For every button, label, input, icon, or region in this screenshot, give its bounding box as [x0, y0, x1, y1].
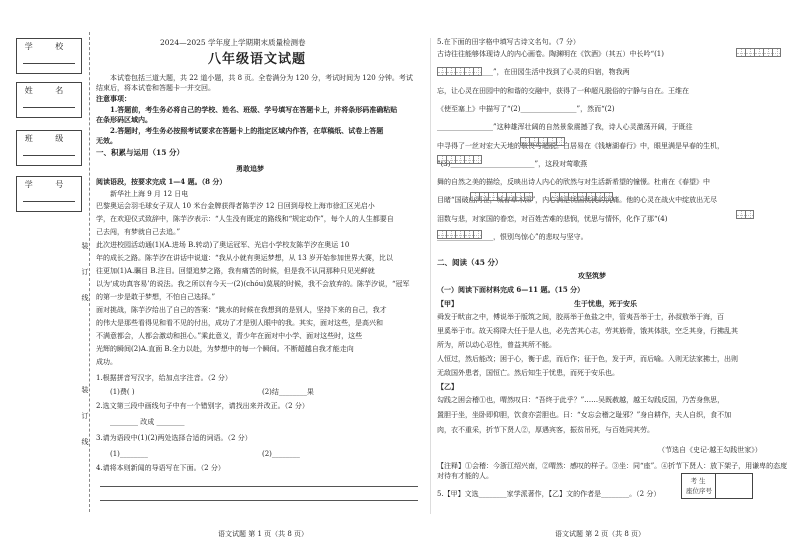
passage-line: 的第一步是敢于梦想，不怕自己选择。”	[96, 293, 216, 301]
poetry-line: 忘，让心灵在田园中的和谐的交融中，获得了一种超凡脱俗的宁静与自在。王维在	[437, 86, 689, 95]
passage-line: 面对挑战，陈芋汐给出了自己的答案：“跳水的时候在我想到的是别人，坚持下来的自己，我才	[96, 306, 387, 314]
passage-line: 年的成长之路。陈芋汐在讲话中说道：“我从小就有奥运梦想，从 13 岁开始参加世界大赛，比以	[96, 254, 393, 262]
class-label: 班 级	[24, 134, 74, 143]
intro-line-2: 结束后，将本试卷和答题卡一并交回。	[96, 84, 215, 92]
jia-line: 里奚举于市。故天将降大任于是人也，必先苦其心志，劳其筋骨，饿其体肤，空乏其身，行拂乱其	[437, 327, 738, 335]
section-2-heading: 二、阅读（45 分）	[437, 258, 503, 267]
passage-line: 成功。	[96, 358, 117, 366]
question-3: 3.请为语段中(1)(2)两处选择合适的词语。（2 分）	[96, 434, 252, 442]
fill-grid-4b[interactable]	[437, 230, 482, 239]
notice-2a: 2.答题时，考生务必按照考试要求在答题卡上的指定区域内作答，在草稿纸、试卷上答题	[110, 126, 384, 135]
jia-line: 无敌国外患者，国恒亡。然后知生于忧患，而死于安乐也。	[437, 369, 619, 377]
fill-grid-1b[interactable]	[437, 67, 482, 76]
poetry-line: 目睹“国破山河在，城春草木深”，内心满是忧国忧民的沉痛。他的心灵在战火中绽放出无尽	[437, 196, 718, 205]
jia-line: 所为，所以动心忍性，曾益其所不能。	[437, 341, 556, 349]
binding-mark-5: 订	[81, 412, 89, 422]
passage-line: 此次进校园活动通(1)(A.进场 B.转动)了奥运冠军、光启小学校友陈芋汐在奥运 10	[96, 241, 350, 249]
story-2-title: 攻坚筑梦	[578, 271, 606, 280]
poetry-line: 古诗往往能够体现诗人的内心画卷。陶渊明在《饮酒》（其五）中长吟“(1)	[437, 50, 664, 58]
jia-line: 人恒过，然后能改；困于心，衡于虑，而后作；征于色，发于声，而后喻。入则无法家拂士，出则	[437, 355, 738, 363]
seat-label-b: 座位序号	[686, 487, 712, 495]
fill-grid-1[interactable]	[736, 48, 781, 57]
passage-yi-label: 【乙】	[437, 382, 458, 391]
question-2: 2.选文第三段中画线句子中有一个错别字，请找出来并改正。（2 分）	[96, 402, 309, 410]
poetry-line: ________________”这种雄浑壮阔的自然景象震撼了我，诗人心灵激荡开阔，于既往	[437, 123, 693, 132]
poetry-line: 泪数与悲，对家国的眷恋，对百姓苦难的悲悯，忧思与情怀，化作了那“(4)	[437, 214, 668, 223]
question-3-part-2[interactable]: (2)________	[262, 450, 300, 458]
yi-line: 勾践之困会稽①也，喟然叹曰：“吾终于此乎？”……吴既赦越，越王勾践反国，乃苦身焦思，	[437, 396, 725, 404]
school-label: 学 校	[24, 42, 74, 51]
name-label: 姓 名	[24, 86, 74, 95]
seat-label-a: 考 生	[690, 477, 706, 485]
page-title: 八年级语文试题	[208, 52, 307, 67]
poetry-line: “(3)________________________”，这段对莺歌燕	[437, 159, 588, 168]
passage-line: 不满意都会，人都会激动和担心。”乘此意义，青少年在面对中小学、面对这些时，这些	[96, 332, 363, 340]
passage-line: 学，在欢迎仪式致辞中，陈芋汐表示：“人生没有既定的路线和“规定动作”，每个人的人生都要自	[96, 215, 394, 223]
question-1-part-b: (2)结________果	[262, 388, 314, 396]
fill-grid-4[interactable]	[736, 210, 754, 219]
question-3-part-1[interactable]: (1)________	[110, 450, 148, 458]
question-5: 5.在下面的田字格中填写古诗文名句。（7 分）	[437, 38, 580, 46]
binding-mark-3: 线	[81, 294, 89, 304]
passage-line: 往更加(1)A.瞩目 B.注目。回望追梦之路，我有痛苦的时候，但是我不认同那种只见光鲜就	[96, 267, 375, 275]
passage-line: 的伟大是那些看得见和看不见的付出，成功了才是别人眼中的我。其实，面对这些，是高兴和	[96, 319, 383, 327]
question-4: 4.请将本则新闻的导语写在下面。（2 分）	[96, 464, 225, 472]
yi-line: 肉，衣不重采，折节下贤人②，厚遇宾客，振贫吊死，与百姓同其劳。	[437, 426, 654, 434]
passage-yi-source: （节选自《史记·越王勾践世家》）	[658, 446, 762, 454]
student-id-label: 学 号	[24, 180, 74, 189]
page-footer-left: 语文试题 第 1 页（共 8 页）	[218, 530, 309, 538]
poetry-line: ________________”，在田园生活中找到了心灵的归宿，物我两	[437, 68, 630, 77]
seat-number-box[interactable]	[681, 473, 753, 499]
q4-answer-line-1[interactable]	[100, 486, 418, 487]
poetry-line: ________________，恨别鸟惊心”的悲叹与坚守。	[437, 233, 588, 241]
passage-line: 光辉的瞬间(2)A.直面 B.全力以赴，为梦想中的每一个瞬间。不断超越自我才能走向	[96, 345, 354, 353]
binding-mark-1: 装	[81, 242, 89, 252]
notice-1a: 1.答题前，考生务必将自己的学校、姓名、班级、学号填写在答题卡上，并将条形码准确粘贴	[110, 105, 398, 114]
fill-grid-3[interactable]	[470, 192, 533, 201]
reading-instruction: 阅读语段，按要求完成 1—4 题。（8 分）	[96, 177, 227, 186]
question-2-answer[interactable]: ________ 改成 ________	[110, 418, 185, 426]
intro-line-1: 本试卷包括三道大题，共 22 道小题，共 8 页。全卷满分为 120 分，考试时间为 120 分钟。考试	[110, 74, 413, 82]
poetry-line: 舞的自然之美的描绘，反映出诗人内心的欣然与对生活新希望的憧憬。杜甫在《春望》中	[437, 178, 710, 187]
fill-grid-2b[interactable]	[437, 155, 482, 164]
story-title: 勇敢追梦	[236, 164, 264, 173]
notice-2b: 无效。	[96, 136, 117, 145]
annotation-line-1: 【注释】①会稽：今浙江绍兴南，②喟然：感叹的样子。③坐：同“座”。④折节下贤人：放下架子，用谦卑的态度	[437, 462, 788, 470]
passage-jia-title: 生于忧患，死于安乐	[574, 299, 637, 308]
page-footer-right: 语文试题 第 2 页（共 8 页）	[555, 530, 646, 538]
binding-mark-2: 订	[81, 268, 89, 278]
binding-line	[89, 32, 90, 512]
poetry-line: 中寻得了一丝对宏大天地的敬畏与超脱。白居易在《钱塘湖春行》中，眼里满是早春的生机，	[437, 141, 724, 150]
q4-answer-line-2[interactable]	[100, 500, 418, 501]
question-1-part-a: (1)费( )	[110, 388, 135, 396]
school-field[interactable]	[16, 38, 82, 74]
notice-1b: 在条形码区域内。	[96, 115, 152, 124]
page-divider	[430, 38, 431, 514]
exam-title: 2024—2025 学年度上学期期末质量检测卷	[160, 38, 306, 47]
fill-grid-2[interactable]	[520, 137, 565, 146]
class-field[interactable]	[16, 130, 82, 166]
passage-jia-label: 【甲】	[437, 299, 458, 308]
student-id-field[interactable]	[16, 176, 82, 212]
jia-line: 舜发于畎亩之中，傅说举于版筑之间，胶鬲举于鱼盐之中，管夷吾举于士，孙叔敖举于海，百	[437, 313, 724, 321]
question-1: 1.根据拼音写汉字，给加点字注音。（2 分）	[96, 374, 232, 382]
question-5b: 5.【甲】文选________家学派著作，【乙】文的作者是________。（2 分）	[437, 490, 661, 498]
subsection-1-heading: （一）阅读下面材料完成 6—11 题。（15 分）	[437, 285, 585, 294]
news-dateline: 新华社上海 9 月 12 日电	[110, 190, 189, 198]
name-field[interactable]	[16, 82, 82, 118]
section-1-heading: 一、积累与运用（15 分）	[96, 148, 185, 157]
binding-mark-6: 线	[81, 438, 89, 448]
fill-grid-3b[interactable]	[550, 192, 613, 201]
passage-line: 巴黎奥运会羽毛球女子双人 10 米台金牌获得者陈芋汐 12 日回到母校上海市徐汇区光启小	[96, 202, 375, 210]
binding-mark-4: 装	[81, 386, 89, 396]
poetry-line: 《使至塞上》中描写了“(2)________________”，然而“(2)	[437, 104, 615, 113]
annotation-line-2: 对待有才能的人。	[437, 472, 493, 480]
notice-heading: 注意事项：	[96, 94, 131, 103]
passage-line: 以为‘成功真容易’的说法。我之所以有今天一(2)(chóu)莫展的时候，我不会放弃的。陈芋汐说，“冠军	[96, 280, 410, 288]
passage-line: 己去闯，有梦就自己去追。”	[96, 228, 181, 236]
yi-line: 置胆于坐，坐卧即仰胆，饮食亦尝胆也。曰：“女忘会稽之耻邪？”身自耕作，夫人自织，食不加	[437, 411, 732, 419]
